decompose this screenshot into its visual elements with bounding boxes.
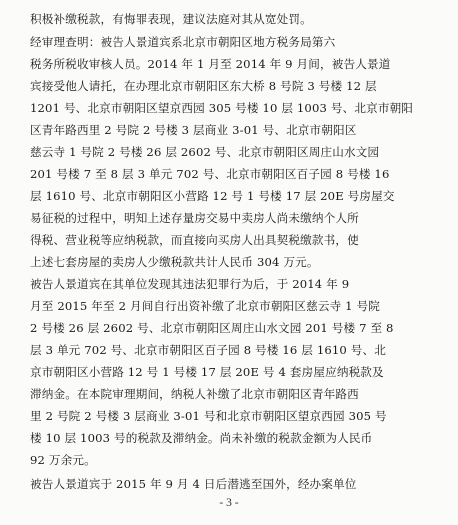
page-number: - 3 - [219,497,239,509]
text-line: 京市朝阳区小营路 12 号 1 号楼 17 层 20E 号 4 套房屋应纳税款及 [30,365,384,379]
text-line: 里 2 号院 2 号楼 3 层商业 3-01 号和北京市朝阳区望京西园 305 号 [30,409,387,423]
text-line: 2 号楼 26 层 2602 号、北京市朝阳区周庄山水文园 201 号楼 7 至 8 [30,321,394,335]
text-line: 得税、营业税等应纳税款，而直接向买房人出具契税缴款书，使 [30,233,359,247]
text-line: 被告人景道宾于 2015 年 9 月 4 日后潜逃至国外，经办案单位 [30,477,357,491]
text-line: 层 1610 号、北京市朝阳区小营路 12 号 1 号楼 17 层 20E 号房屋交 [30,189,395,203]
text-line: 宾接受他人请托，在办理北京市朝阳区东大桥 8 号院 3 号楼 12 层 [30,79,377,93]
text-line: 92 万余元。 [30,453,96,467]
text-line: 被告人景道宾在其单位发现其违法犯罪行为后，于 2014 年 9 [30,277,350,291]
text-line: 经审理查明：被告人景道宾系北京市朝阳区地方税务局第六 [30,35,336,49]
text-line: 层 3 单元 702 号、北京市朝阳区百子园 8 号楼 16 层 1610 号、北 [30,343,387,357]
text-line: 积极补缴税款，有悔罪表现，建议法庭对其从宽处罚。 [30,12,312,26]
text-line: 区青年路西里 2 号院 2 号楼 3 层商业 3-01 号、北京市朝阳区 [30,123,357,137]
text-line: 月至 2015 年至 2 月间自行出资补缴了北京市朝阳区慈云寺 1 号院 [30,299,381,313]
text-line: 易征税的过程中，明知上述存量房交易中卖房人尚未缴纳个人所 [30,211,359,225]
text-line: 上述七套房屋的卖房人少缴税款共计人民币 304 万元。 [30,255,319,269]
text-line: 1201 号、北京市朝阳区望京西园 305 号楼 10 层 1003 号、北京市朝阳 [30,101,414,115]
text-line: 201 号楼 7 至 8 层 3 单元 702 号、北京市朝阳区百子园 8 号楼 16 [30,167,390,181]
text-line: 楼 10 层 1003 号的税款及滞纳金。尚未补缴的税款金额为人民币 [30,431,373,445]
text-line: 滞纳金。在本院审理期间，纳税人补缴了北京市朝阳区青年路西 [30,387,359,401]
text-line: 税务所税收审核人员。2014 年 1 月至 2014 年 9 月间，被告人景道 [30,57,391,71]
text-line: 慈云寺 1 号院 2 号楼 26 层 2602 号、北京市朝阳区周庄山水文园 [30,145,380,159]
